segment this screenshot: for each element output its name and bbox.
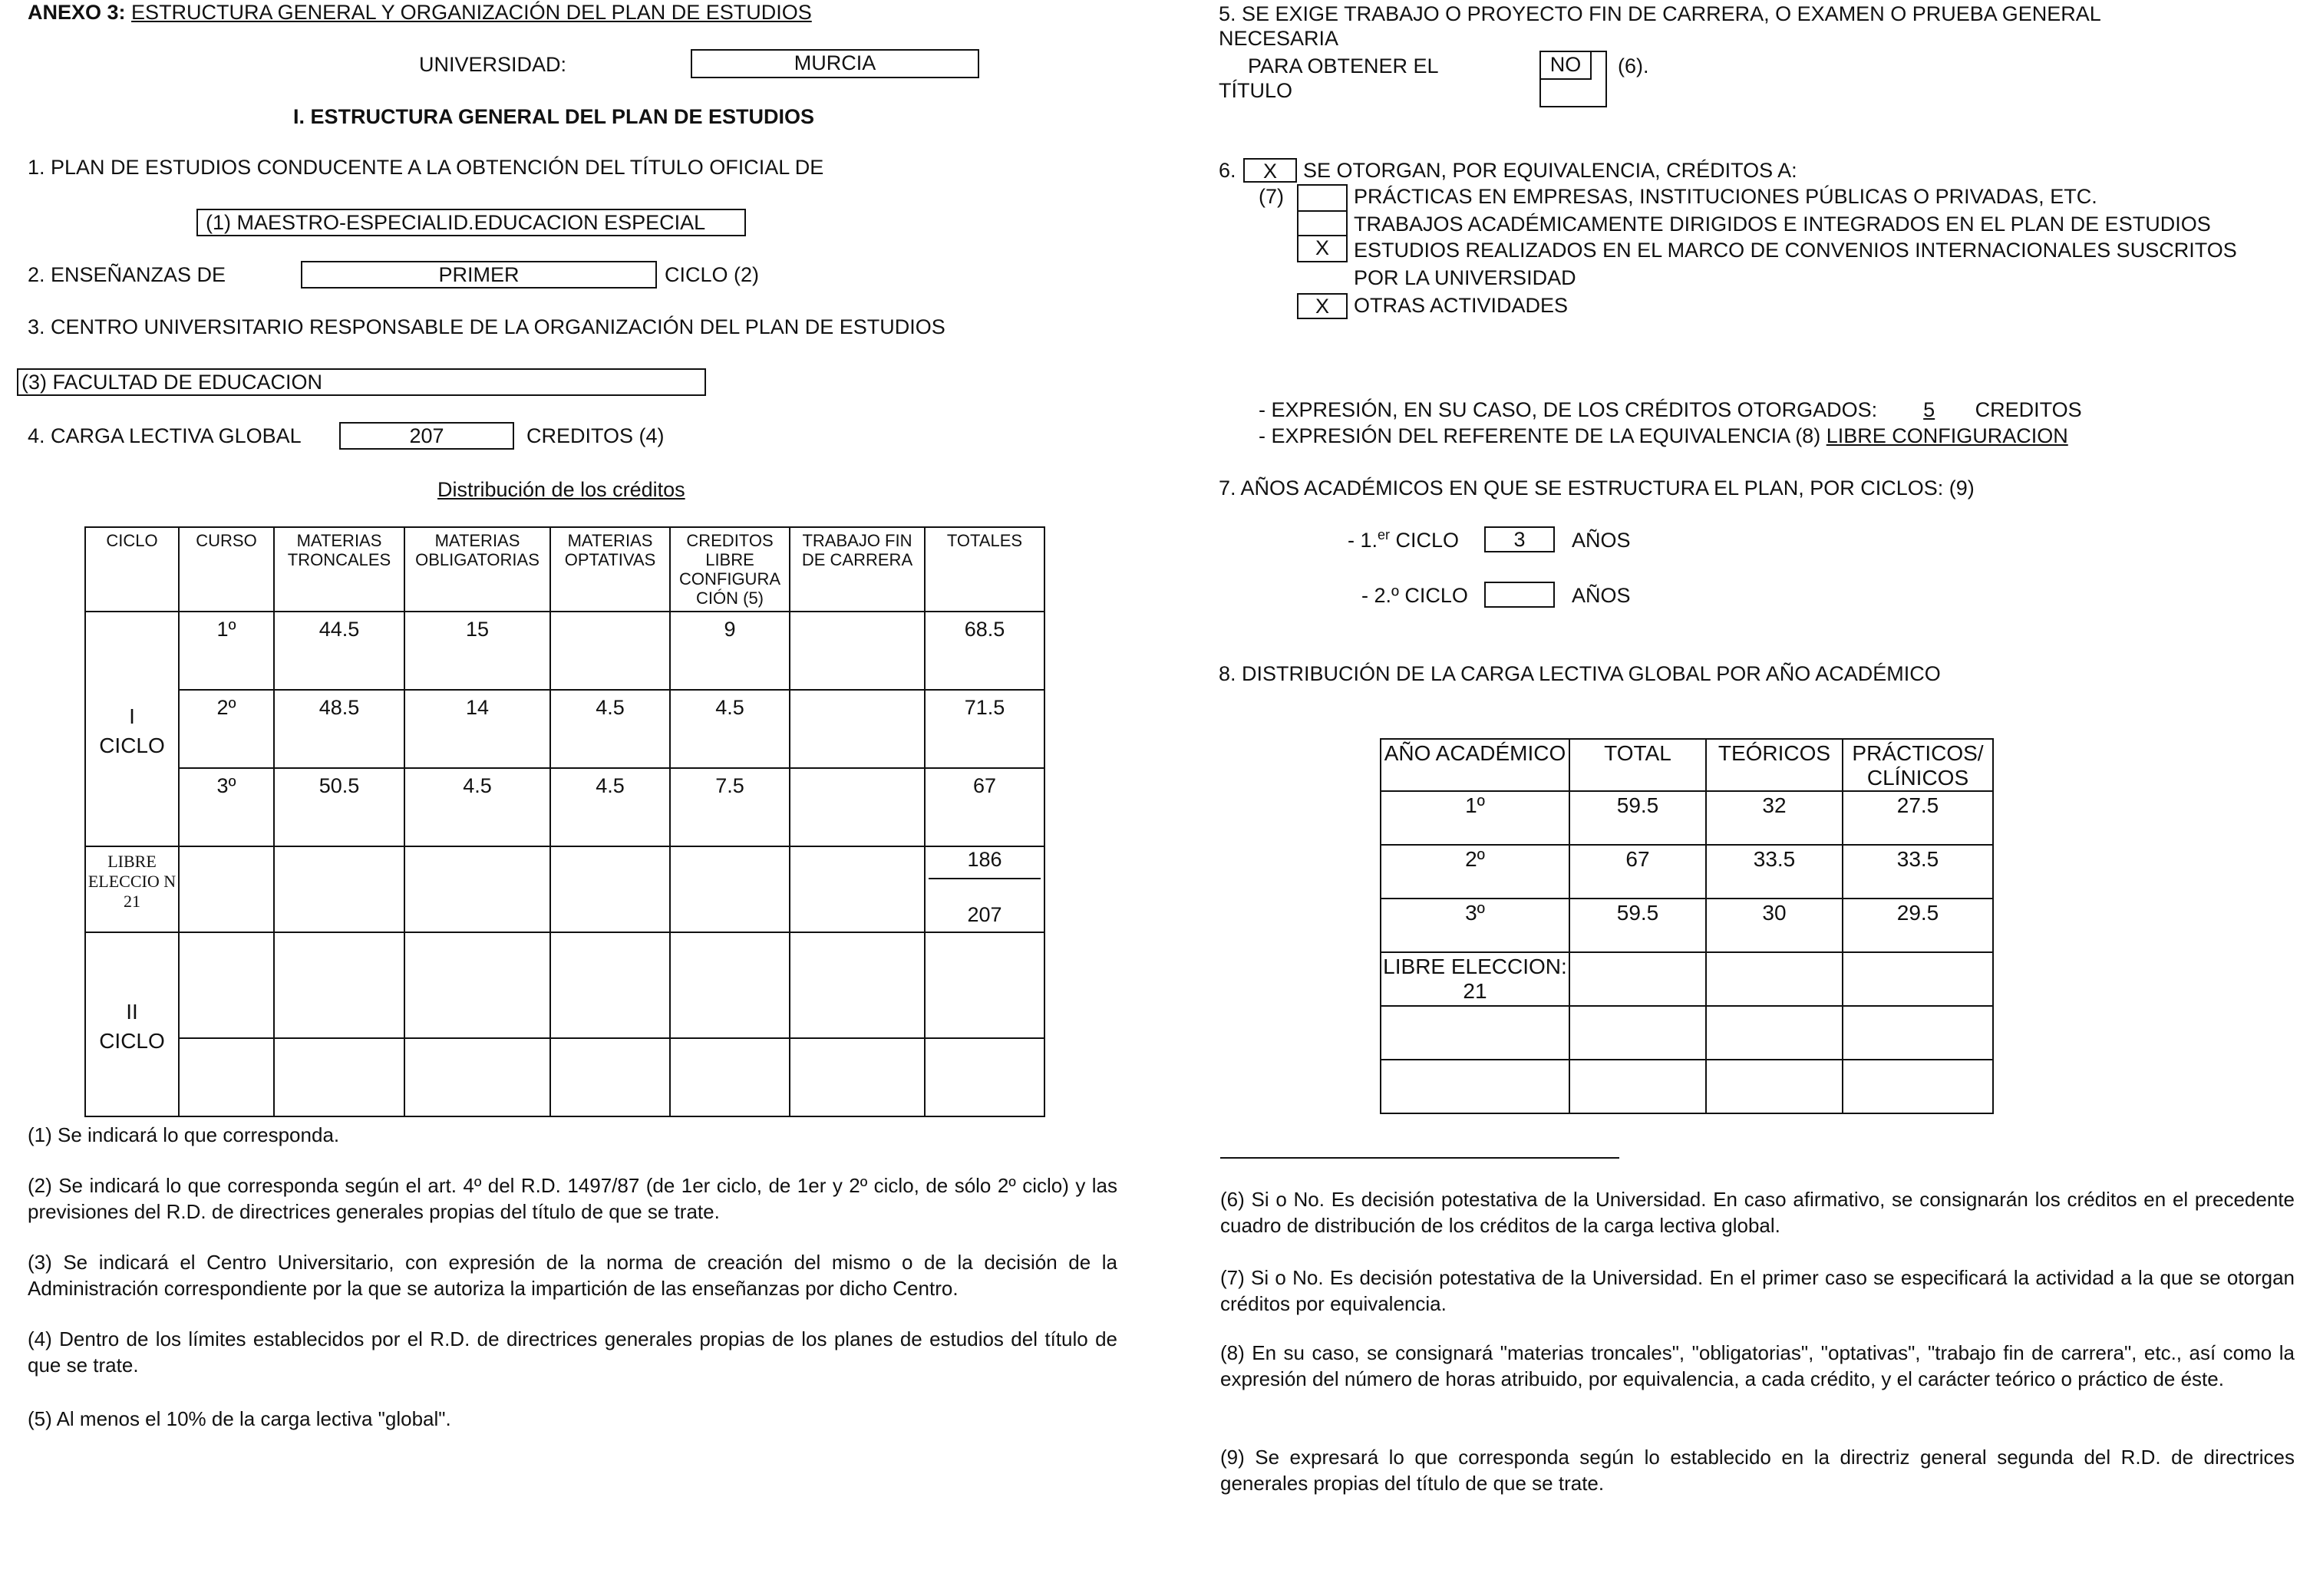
cell-total xyxy=(1569,1060,1706,1113)
empty-cell xyxy=(790,846,925,932)
item-5-suffix: (6). xyxy=(1618,54,1649,77)
empty-cell xyxy=(550,846,670,932)
cycle-2-numeral: II xyxy=(126,1000,138,1024)
libre-eleccion-label: LIBRE ELECCIO N 21 xyxy=(85,846,179,932)
cycle-1-years-suffix: AÑOS xyxy=(1572,529,1631,552)
item-2-suffix: CICLO (2) xyxy=(665,263,760,286)
empty-cell xyxy=(670,1038,790,1116)
item-4-label: 4. CARGA LECTIVA GLOBAL xyxy=(28,424,302,447)
cell-total: 59.5 xyxy=(1569,899,1706,952)
option-checkbox: X xyxy=(1297,236,1348,262)
totals-cell xyxy=(925,846,1044,932)
cell-obligatorias: 15 xyxy=(404,612,550,690)
cell-libre: 9 xyxy=(670,612,790,690)
empty-cell xyxy=(274,1038,404,1116)
header-ciclo: CICLO xyxy=(85,527,179,612)
section-title: I. ESTRUCTURA GENERAL DEL PLAN DE ESTUDIOS xyxy=(293,105,815,128)
cell-year: 3º xyxy=(1381,899,1569,952)
header-practicos: PRÁCTICOS/ CLÍNICOS xyxy=(1843,739,1993,791)
cell-troncales: 48.5 xyxy=(274,690,404,768)
empty-cell xyxy=(790,1038,925,1116)
empty-cell xyxy=(925,1038,1044,1116)
footnote-3: (3) Se indicará el Centro Universitario, con expresión de la norma de creación del mismo o de la decisión de la Administración correspondiente por la que se autoriza la impartición de las enseñanzas por dicho Centro. xyxy=(28,1251,1117,1300)
cell-practice xyxy=(1843,1060,1993,1113)
expression-credits-suffix: CREDITOS xyxy=(1975,398,2082,421)
empty-cell xyxy=(790,932,925,1038)
header-troncales: MATERIAS TRONCALES xyxy=(274,527,404,612)
header-libre-configuracion: CREDITOS LIBRE CONFIGURA CIÓN (5) xyxy=(670,527,790,612)
cell-troncales: 50.5 xyxy=(274,768,404,846)
table-row xyxy=(1381,1006,1993,1060)
cell-total xyxy=(1569,1006,1706,1060)
cell-theory: 33.5 xyxy=(1706,845,1843,899)
header-total: TOTAL xyxy=(1569,739,1706,791)
cycle-2-word: CICLO xyxy=(99,1029,165,1053)
cell-theory xyxy=(1706,1060,1843,1113)
cycle-2-years-label: - 2.º CICLO xyxy=(1361,584,1468,607)
option-checkbox: X xyxy=(1297,293,1348,319)
expression-credits xyxy=(1259,397,2082,422)
cell-optativas: 4.5 xyxy=(550,768,670,846)
footnote-5: (5) Al menos el 10% de la carga lectiva "global". xyxy=(28,1407,451,1430)
cell-obligatorias: 14 xyxy=(404,690,550,768)
header-teoricos: TEÓRICOS xyxy=(1706,739,1843,791)
cell-optativas xyxy=(550,612,670,690)
option-checkbox xyxy=(1297,184,1348,210)
table-row xyxy=(85,1038,1044,1116)
empty-cell xyxy=(179,846,274,932)
item-3-label: 3. CENTRO UNIVERSITARIO RESPONSABLE DE LA ORGANIZACIÓN DEL PLAN DE ESTUDIOS xyxy=(28,315,945,338)
cell-year xyxy=(1381,1060,1569,1113)
footnote-7: (7) Si o No. Es decisión potestativa de la Universidad. En el primer caso se especificará la actividad a la que se otorgan créditos por equivalencia. xyxy=(1220,1266,2295,1315)
cell-libre: 4.5 xyxy=(670,690,790,768)
empty-cell xyxy=(274,846,404,932)
cycle-2-cell xyxy=(85,932,179,1116)
cell-totales: 71.5 xyxy=(925,690,1044,768)
total-credits-field: 207 xyxy=(339,422,514,450)
final-project-value: NO xyxy=(1541,52,1592,80)
cell-year: 1º xyxy=(1381,791,1569,845)
cell-totales: 67 xyxy=(925,768,1044,846)
item-5-line-1: 5. SE EXIGE TRABAJO O PROYECTO FIN DE CARRERA, O EXAMEN O PRUEBA GENERAL xyxy=(1219,2,2101,25)
cycle-field: PRIMER xyxy=(301,261,657,289)
cycle-1-numeral: I xyxy=(129,704,135,728)
academic-year-table xyxy=(1380,738,1994,1114)
cell-year: 2º xyxy=(1381,845,1569,899)
expression-reference xyxy=(1259,424,2068,448)
table-row xyxy=(1381,899,1993,952)
cell-curso: 1º xyxy=(179,612,274,690)
cycle-1-years-field: 3 xyxy=(1484,526,1555,552)
cell-year xyxy=(1381,1006,1569,1060)
expression-reference-value: LIBRE CONFIGURACION xyxy=(1826,424,2068,447)
expression-credits-value: 5 xyxy=(1923,398,1935,421)
empty-cell xyxy=(925,932,1044,1038)
expression-credits-label: - EXPRESIÓN, EN SU CASO, DE LOS CRÉDITOS OTORGADOS: xyxy=(1259,398,1883,421)
subtotal-value: 186 xyxy=(967,848,1002,871)
item-8-label: 8. DISTRIBUCIÓN DE LA CARGA LECTIVA GLOBAL POR AÑO ACADÉMICO xyxy=(1219,662,1941,685)
cell-troncales: 44.5 xyxy=(274,612,404,690)
table-row xyxy=(1381,791,1993,845)
distribution-title: Distribución de los créditos xyxy=(437,478,685,501)
option-label: TRABAJOS ACADÉMICAMENTE DIRIGIDOS E INTEGRADOS EN EL PLAN DE ESTUDIOS xyxy=(1354,213,2211,236)
university-field: MURCIA xyxy=(691,49,979,78)
footnote-separator xyxy=(1220,1157,1619,1159)
table-row xyxy=(85,690,1044,768)
cell-practice: 27.5 xyxy=(1843,791,1993,845)
footnote-2: (2) Se indicará lo que corresponda según el art. 4º del R.D. 1497/87 (de 1er ciclo, de 1er y 2º ciclo, de sólo 2º ciclo) y las previsiones del R.D. de directrices generales propias del título de que se trate. xyxy=(28,1174,1117,1223)
table-row xyxy=(85,932,1044,1038)
cell-obligatorias: 4.5 xyxy=(404,768,550,846)
degree-title-field: (1) MAESTRO-ESPECIALID.EDUCACION ESPECIAL xyxy=(196,209,746,236)
annex-title: ESTRUCTURA GENERAL Y ORGANIZACIÓN DEL PLAN DE ESTUDIOS xyxy=(131,1,812,24)
empty-cell xyxy=(404,932,550,1038)
header-obligatorias: MATERIAS OBLIGATORIAS xyxy=(404,527,550,612)
cell-total xyxy=(1569,952,1706,1006)
item-6-note: (7) xyxy=(1259,185,1284,208)
header-curso: CURSO xyxy=(179,527,274,612)
table-row xyxy=(85,768,1044,846)
empty-cell xyxy=(670,846,790,932)
cell-totales: 68.5 xyxy=(925,612,1044,690)
cell-libre: 7.5 xyxy=(670,768,790,846)
header-trabajo-fin: TRABAJO FIN DE CARRERA xyxy=(790,527,925,612)
empty-cell xyxy=(179,932,274,1038)
expression-reference-label: - EXPRESIÓN DEL REFERENTE DE LA EQUIVALENCIA (8) xyxy=(1259,424,1826,447)
option-label-continued: POR LA UNIVERSIDAD xyxy=(1354,266,1576,289)
empty-cell xyxy=(404,846,550,932)
item-6-prefix: 6. xyxy=(1219,159,1236,182)
empty-cell xyxy=(404,1038,550,1116)
footnote-6: (6) Si o No. Es decisión potestativa de la Universidad. En caso afirmativo, se consignarán los créditos en el precedente cuadro de distribución de los créditos de la carga lectiva global. xyxy=(1220,1188,2295,1237)
cell-practice: 33.5 xyxy=(1843,845,1993,899)
header-optativas: MATERIAS OPTATIVAS xyxy=(550,527,670,612)
cycle-2-years-suffix: AÑOS xyxy=(1572,584,1631,607)
item-7-label: 7. AÑOS ACADÉMICOS EN QUE SE ESTRUCTURA EL PLAN, POR CICLOS: (9) xyxy=(1219,476,1975,500)
final-project-field xyxy=(1539,51,1607,107)
cycle-2-years-field xyxy=(1484,582,1555,608)
empty-cell xyxy=(550,1038,670,1116)
table-row xyxy=(1381,1060,1993,1113)
cell-year: LIBRE ELECCION: 21 xyxy=(1381,952,1569,1006)
cell-curso: 2º xyxy=(179,690,274,768)
empty-cell xyxy=(274,932,404,1038)
cell-theory: 30 xyxy=(1706,899,1843,952)
option-checkbox xyxy=(1297,210,1348,236)
cycle-1-word: CICLO xyxy=(99,734,165,757)
empty-cell xyxy=(670,932,790,1038)
cycle-1-superscript: er xyxy=(1378,527,1391,542)
option-label: PRÁCTICAS EN EMPRESAS, INSTITUCIONES PÚBLICAS O PRIVADAS, ETC. xyxy=(1354,185,2097,208)
item-6-title: SE OTORGAN, POR EQUIVALENCIA, CRÉDITOS A: xyxy=(1303,159,1797,182)
cell-theory xyxy=(1706,1006,1843,1060)
cell-practice xyxy=(1843,952,1993,1006)
table-row xyxy=(1381,952,1993,1006)
table-row xyxy=(1381,845,1993,899)
cell-trabajo xyxy=(790,690,925,768)
item-5-line-3: PARA OBTENER EL xyxy=(1248,54,1439,77)
item-6-checkbox: X xyxy=(1243,158,1297,183)
header-totales: TOTALES xyxy=(925,527,1044,612)
cycle-1-word: CICLO xyxy=(1390,529,1460,552)
faculty-field: (3) FACULTAD DE EDUCACION xyxy=(17,368,706,396)
grand-total-value: 207 xyxy=(967,903,1002,926)
item-2-label: 2. ENSEÑANZAS DE xyxy=(28,263,226,286)
table-header-row xyxy=(1381,739,1993,791)
annex-prefix: ANEXO 3: xyxy=(28,1,126,24)
header-ano-academico: AÑO ACADÉMICO xyxy=(1381,739,1569,791)
cell-practice: 29.5 xyxy=(1843,899,1993,952)
credits-distribution-table xyxy=(84,526,1045,1117)
cell-total: 67 xyxy=(1569,845,1706,899)
university-label: UNIVERSIDAD: xyxy=(419,53,567,76)
cell-trabajo xyxy=(790,612,925,690)
item-5-line-4: TÍTULO xyxy=(1219,79,1293,102)
table-row xyxy=(85,612,1044,690)
cycle-1-cell xyxy=(85,612,179,846)
cell-total: 59.5 xyxy=(1569,791,1706,845)
option-label: ESTUDIOS REALIZADOS EN EL MARCO DE CONVENIOS INTERNACIONALES SUSCRITOS xyxy=(1354,239,2237,262)
item-1-label: 1. PLAN DE ESTUDIOS CONDUCENTE A LA OBTENCIÓN DEL TÍTULO OFICIAL DE xyxy=(28,156,824,179)
table-header-row xyxy=(85,527,1044,612)
cell-optativas: 4.5 xyxy=(550,690,670,768)
cell-theory: 32 xyxy=(1706,791,1843,845)
option-label: OTRAS ACTIVIDADES xyxy=(1354,294,1569,317)
footnote-8: (8) En su caso, se consignará "materias troncales", "obligatorias", "optativas", "trabajo fin de carrera", etc., así como la expresión del número de horas atribuido, por equivalencia, a cada crédito, y el carácter teórico o práctico de éste. xyxy=(1220,1341,2295,1390)
cell-theory xyxy=(1706,952,1843,1006)
libre-eleccion-row xyxy=(85,846,1044,932)
cycle-1-years-label xyxy=(1348,528,1459,552)
empty-cell xyxy=(550,932,670,1038)
item-5-line-2: NECESARIA xyxy=(1219,27,1339,50)
cell-curso: 3º xyxy=(179,768,274,846)
cell-practice xyxy=(1843,1006,1993,1060)
cycle-1-prefix: - 1. xyxy=(1348,529,1378,552)
footnote-4: (4) Dentro de los límites establecidos por el R.D. de directrices generales propias de los planes de estudios del título de que se trate. xyxy=(28,1327,1117,1377)
empty-cell xyxy=(179,1038,274,1116)
footnote-9: (9) Se expresará lo que corresponda según lo establecido en la directriz general segunda del R.D. de directrices generales propias del título de que se trate. xyxy=(1220,1446,2295,1495)
cell-trabajo xyxy=(790,768,925,846)
item-4-suffix: CREDITOS (4) xyxy=(526,424,665,447)
annex-heading xyxy=(28,0,812,25)
footnote-1: (1) Se indicará lo que corresponda. xyxy=(28,1123,340,1146)
